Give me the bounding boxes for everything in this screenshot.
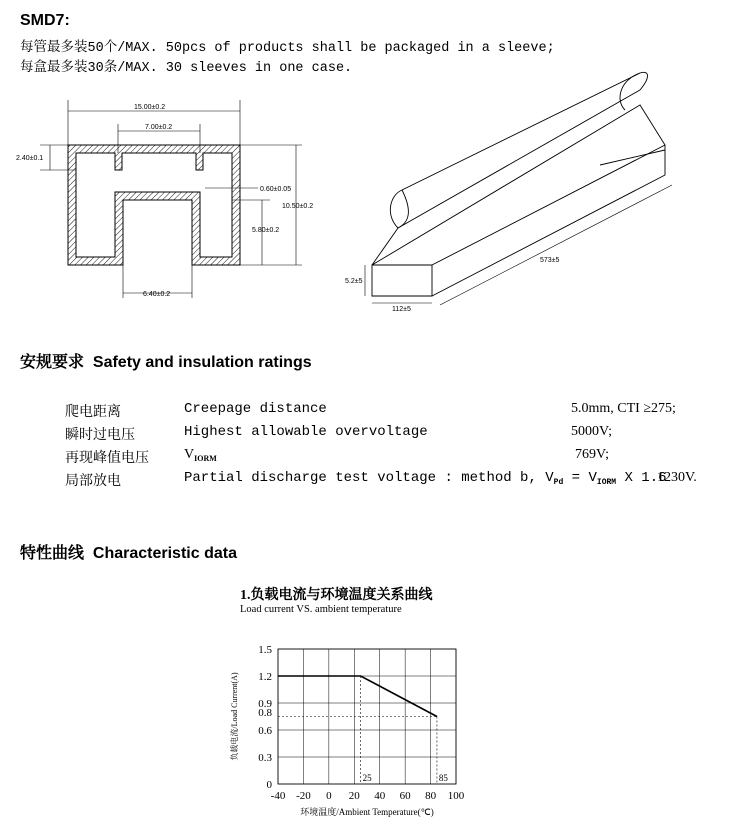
y-tick-label: 0.8 — [258, 707, 272, 719]
y-tick-label: 0 — [266, 779, 272, 791]
y-tick-label: 0.9 — [258, 698, 272, 710]
row-creepage-desc: Creepage distance — [184, 401, 327, 417]
x-tick-label: 40 — [374, 790, 386, 802]
y-tick-label: 1.2 — [258, 671, 272, 683]
row-partial-discharge-desc: Partial discharge test voltage : method b, $V_{Pd} = V_{IORM}$ X 1.6 — [184, 470, 667, 487]
row-creepage-cn: 爬电距离 — [65, 405, 121, 420]
x-axis-label: 环境温度/Ambient Temperature(℃) — [300, 807, 434, 817]
dim-sleeve-width: 112±5 — [392, 306, 411, 313]
annotation-85: 85 — [438, 773, 448, 783]
dim-wall: 0.60±0.05 — [260, 186, 292, 193]
row-creepage-value: 5.0mm, CTI ≥275; — [571, 401, 676, 416]
dim-height-overall: 10.50±0.2 — [282, 203, 314, 210]
row-overvoltage-value: 5000V; — [571, 424, 612, 439]
dim-lip-height: 2.40±0.1 — [16, 155, 44, 162]
packaging-line-1: 每管最多装50个/MAX. 50pcs of products shall be packaged in a sleeve; — [20, 41, 555, 56]
x-tick-label: -20 — [296, 790, 311, 802]
row-partial-discharge-cn: 局部放电 — [65, 474, 121, 489]
dim-channel-width: 6.40±0.2 — [143, 291, 171, 298]
row-viorm-desc: $V_{IORM}$ — [184, 447, 217, 463]
x-tick-label: -40 — [270, 790, 286, 802]
packaging-line-2: 每盒最多装30条/MAX. 30 sleeves in one case. — [20, 61, 353, 76]
y-tick-label: 0.6 — [258, 725, 272, 737]
characteristic-heading: 特性曲线 Characteristic data — [20, 545, 237, 562]
safety-heading: 安规要求 Safety and insulation ratings — [20, 354, 312, 371]
y-axis-label: 负载电流/Load Current(A) — [230, 672, 239, 761]
row-overvoltage-cn: 瞬时过电压 — [65, 428, 135, 443]
y-tick-label: 0.3 — [258, 752, 272, 764]
y-tick-label: 1.5 — [258, 644, 272, 656]
row-overvoltage-desc: Highest allowable overvoltage — [184, 424, 428, 440]
dim-width-overall: 15.00±0.2 — [134, 104, 166, 111]
x-tick-label: 80 — [425, 790, 437, 802]
chart-subtitle: Load current VS. ambient temperature — [240, 604, 402, 615]
dim-channel-height: 5.80±0.2 — [252, 227, 280, 234]
chart-title: 1.负载电流与环境温度关系曲线 — [240, 588, 433, 603]
x-tick-label: 20 — [348, 790, 360, 802]
dim-sleeve-height: 5.2±5 — [345, 278, 363, 285]
x-tick-label: 60 — [399, 790, 411, 802]
row-partial-discharge-value: 1230V. — [657, 470, 697, 485]
dim-sleeve-length: 573±5 — [540, 257, 560, 264]
product-title: SMD7: — [20, 12, 70, 29]
x-tick-label: 0 — [326, 790, 332, 802]
dim-top-gap: 7.00±0.2 — [145, 124, 173, 131]
row-viorm-value: 769V; — [575, 447, 609, 462]
load-current-series-line — [278, 676, 437, 717]
annotation-25: 25 — [362, 773, 372, 783]
x-tick-label: 100 — [447, 790, 465, 802]
row-viorm-cn: 再现峰值电压 — [65, 451, 149, 466]
